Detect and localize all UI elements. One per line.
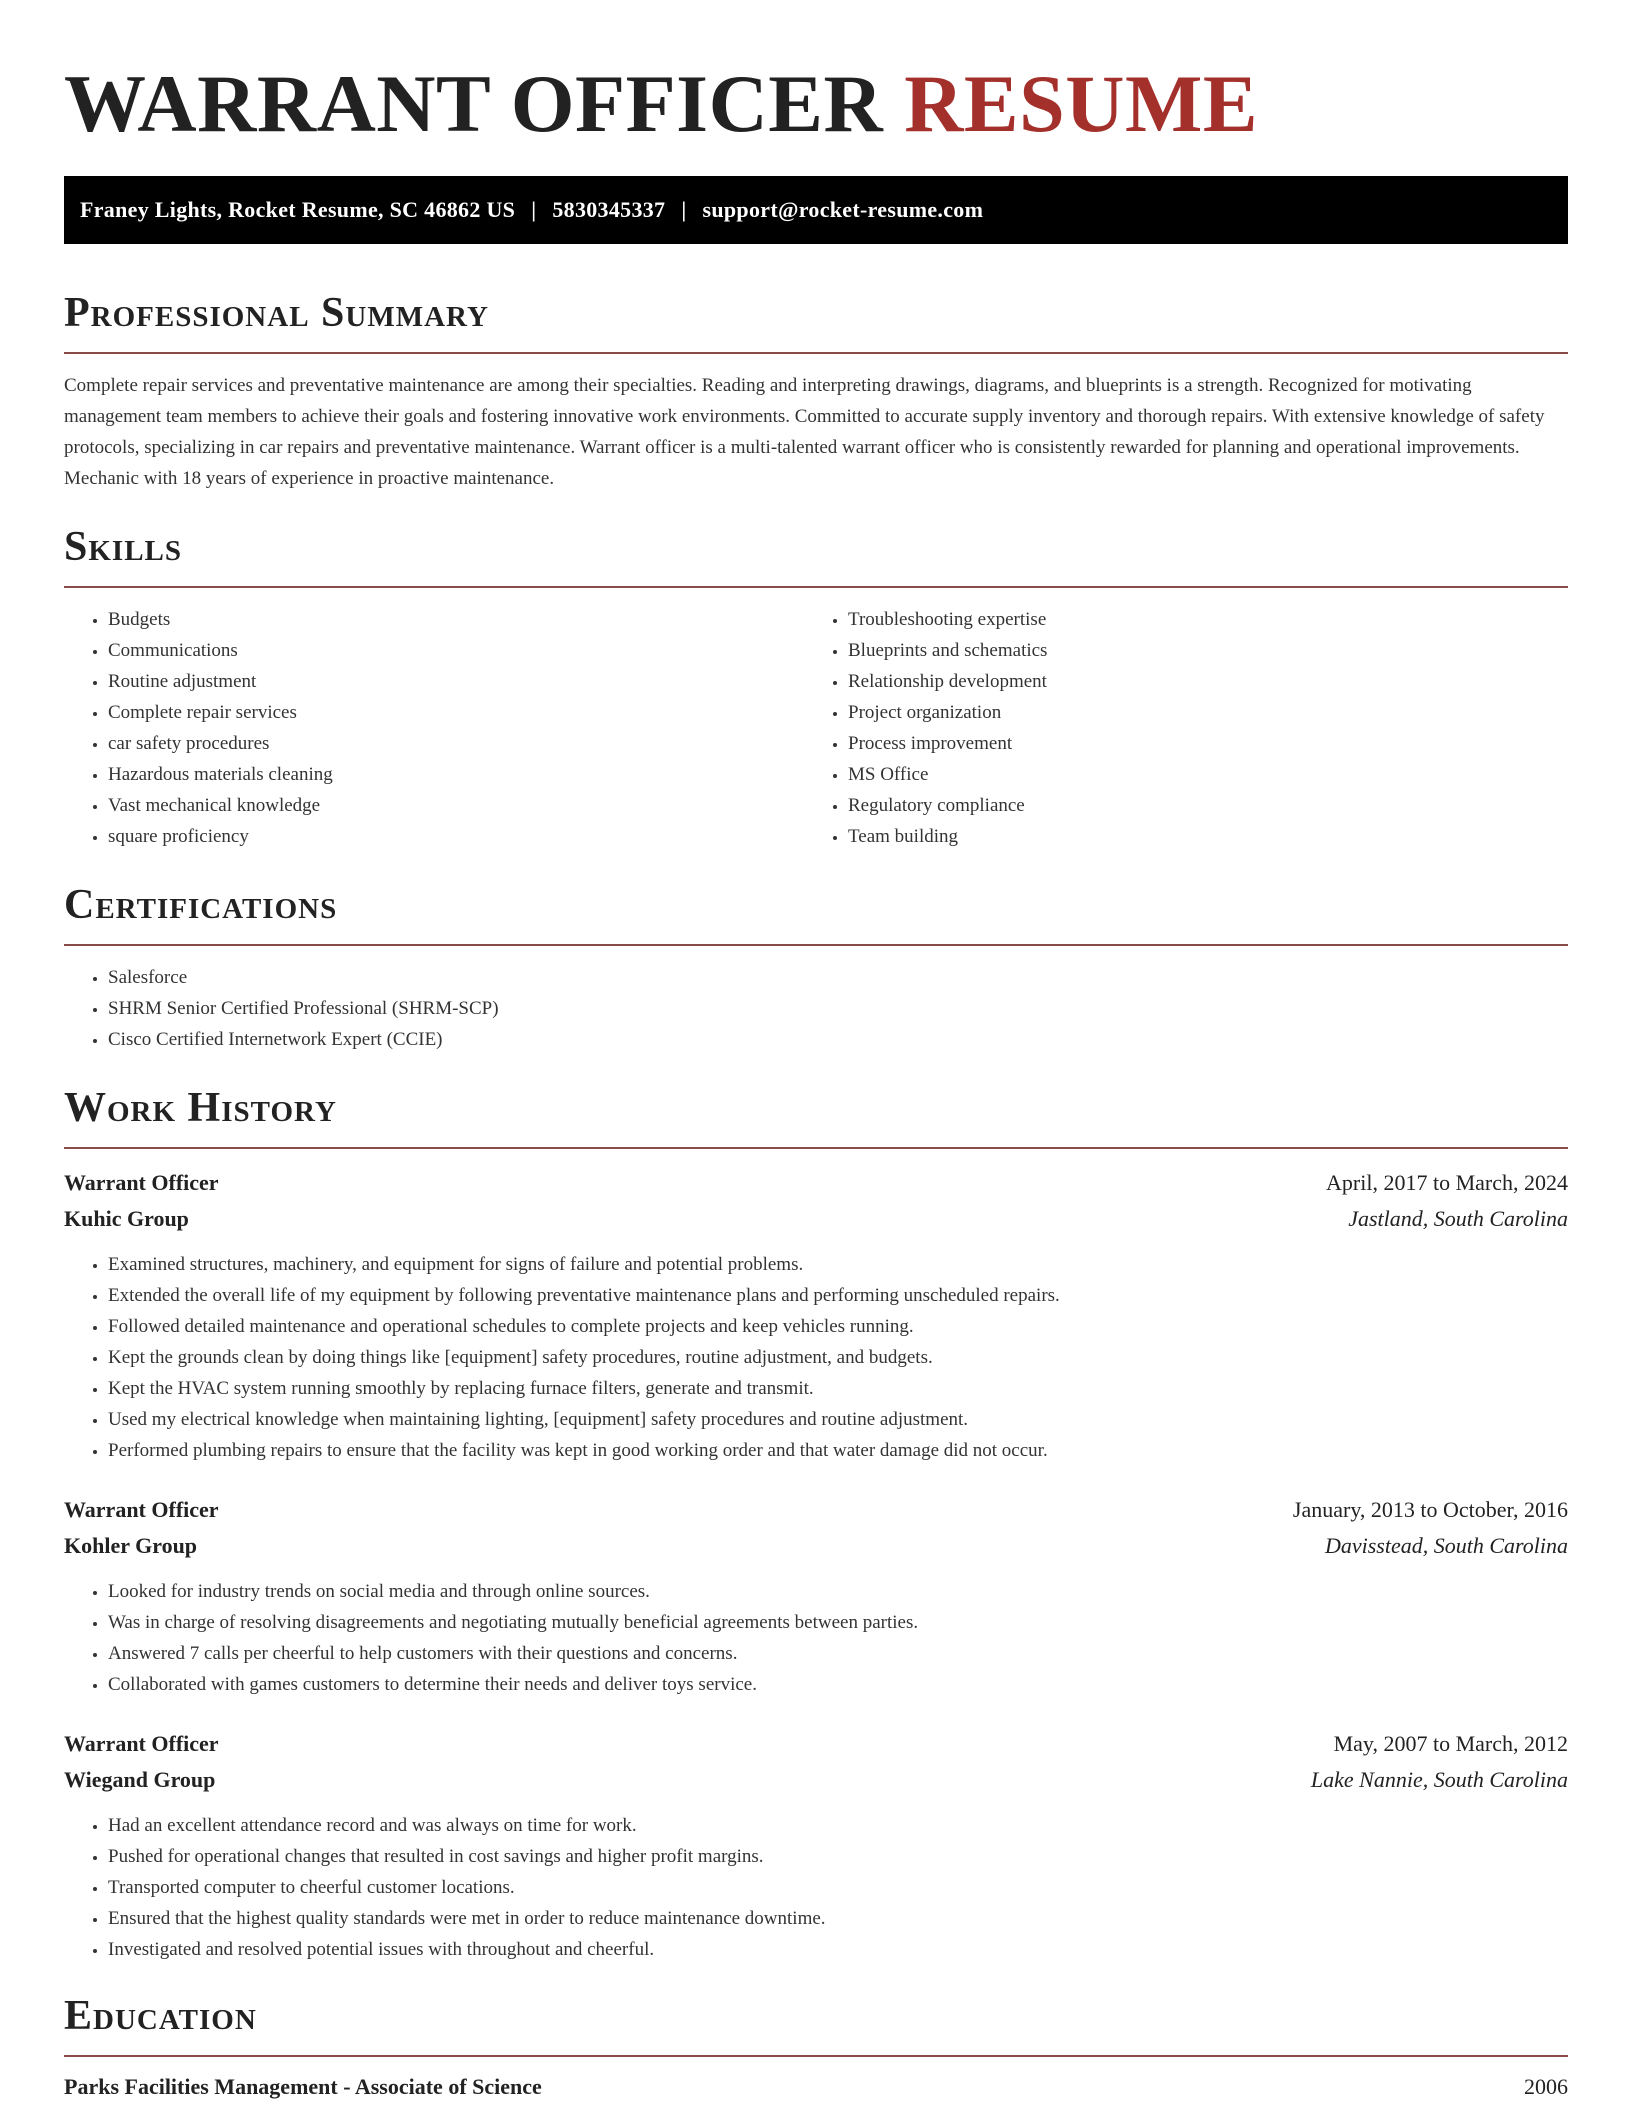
job-duty: • Had an excellent attendance record and was always on time for work. <box>108 1810 1568 1841</box>
resume-page <box>64 0 1568 2105</box>
job-duty: • Followed detailed maintenance and operational schedules to complete projects and keep vehicles running. <box>108 1311 1568 1342</box>
job-title: Warrant Officer <box>64 1497 219 1522</box>
section-divider <box>64 586 1568 588</box>
job-duties <box>64 1249 1568 1466</box>
job-duty: • Pushed for operational changes that resulted in cost savings and higher profit margins. <box>108 1841 1568 1872</box>
job-entry <box>64 1726 1568 1965</box>
work-history-heading: Work History <box>64 1085 337 1131</box>
summary-section <box>64 288 1568 494</box>
job-duties <box>64 1576 1568 1700</box>
job-duty: • Looked for industry trends on social media and through online sources. <box>108 1576 1568 1607</box>
job-subheader <box>64 1528 1568 1564</box>
skills-column-right <box>804 604 1544 852</box>
certification-item: • Cisco Certified Internetwork Expert (CCIE) <box>108 1024 1568 1055</box>
skills-section <box>64 522 1568 852</box>
job-header <box>64 1492 1568 1528</box>
job-duty: • Performed plumbing repairs to ensure that the facility was kept in good working order and that water damage did not occur. <box>108 1435 1568 1466</box>
education-entry <box>64 2069 1568 2105</box>
education-section <box>64 1991 1568 2105</box>
job-duties <box>64 1810 1568 1965</box>
job-location: Lake Nannie, South Carolina <box>1310 1767 1568 1792</box>
skills-columns <box>64 604 1568 852</box>
contact-address: Franey Lights, Rocket Resume, SC 46862 US <box>80 197 516 222</box>
job-entry <box>64 1165 1568 1466</box>
job-header <box>64 1726 1568 1762</box>
skill-item: • Budgets <box>108 604 804 635</box>
skill-item: • Vast mechanical knowledge <box>108 790 804 821</box>
job-title: Warrant Officer <box>64 1170 219 1195</box>
certification-item: • Salesforce <box>108 962 1568 993</box>
resume-title-accent: RESUME <box>904 58 1259 149</box>
skill-item: • Process improvement <box>848 728 1544 759</box>
job-duty: • Examined structures, machinery, and equipment for signs of failure and potential problems. <box>108 1249 1568 1280</box>
skill-item: • MS Office <box>848 759 1544 790</box>
skill-item: • Hazardous materials cleaning <box>108 759 804 790</box>
section-divider <box>64 1147 1568 1149</box>
job-duty: • Extended the overall life of my equipment by following preventative maintenance plans and performing unscheduled repairs. <box>108 1280 1568 1311</box>
work-history-section <box>64 1083 1568 1965</box>
skill-item: • Project organization <box>848 697 1544 728</box>
contact-bar <box>64 176 1568 244</box>
skill-item: • Relationship development <box>848 666 1544 697</box>
job-location: Jastland, South Carolina <box>1348 1206 1568 1231</box>
education-year: 2006 <box>1524 2074 1568 2099</box>
job-duty: • Kept the grounds clean by doing things like [equipment] safety procedures, routine adjustment, and budgets. <box>108 1342 1568 1373</box>
job-duty: • Collaborated with games customers to determine their needs and deliver toys service. <box>108 1669 1568 1700</box>
job-duty: • Transported computer to cheerful customer locations. <box>108 1872 1568 1903</box>
skill-item: • Regulatory compliance <box>848 790 1544 821</box>
certification-item: • SHRM Senior Certified Professional (SHRM-SCP) <box>108 993 1568 1024</box>
resume-title-main: WARRANT OFFICER <box>64 58 884 149</box>
skill-item: • Troubleshooting expertise <box>848 604 1544 635</box>
job-location: Davisstead, South Carolina <box>1324 1533 1568 1558</box>
job-subheader <box>64 1201 1568 1237</box>
job-duty: • Was in charge of resolving disagreements and negotiating mutually beneficial agreements between parties. <box>108 1607 1568 1638</box>
contact-phone: 5830345337 <box>552 197 666 222</box>
skill-item: • Communications <box>108 635 804 666</box>
job-company: Wiegand Group <box>64 1767 216 1792</box>
certifications-list <box>64 962 1568 1055</box>
job-dates: May, 2007 to March, 2012 <box>1333 1731 1568 1756</box>
job-duty: • Used my electrical knowledge when maintaining lighting, [equipment] safety procedures and routine adjustment. <box>108 1404 1568 1435</box>
job-duty: • Answered 7 calls per cheerful to help customers with their questions and concerns. <box>108 1638 1568 1669</box>
resume-title <box>64 0 1568 152</box>
job-subheader <box>64 1762 1568 1798</box>
certifications-heading: Certifications <box>64 882 338 928</box>
education-heading: Education <box>64 1993 257 2039</box>
skill-item: • car safety procedures <box>108 728 804 759</box>
contact-email: support@rocket-resume.com <box>702 197 984 222</box>
summary-text: Complete repair services and preventative maintenance are among their specialties. Reading and interpreting drawings, diagrams, and blueprints is a strength. Recognized for motivating management team members to achieve their goals and fostering innovative work environments. Committed to accurate supply inventory and thorough repairs. With extensive knowledge of safety protocols, specializing in car repairs and preventative maintenance. Warrant officer is a multi-talented warrant officer who is consistently rewarded for planning and operational improvements. Mechanic with 18 years of experience in proactive maintenance. <box>64 375 1545 489</box>
section-divider <box>64 2055 1568 2057</box>
job-entry <box>64 1492 1568 1700</box>
skills-list-left <box>64 604 804 852</box>
certifications-section <box>64 880 1568 1055</box>
section-divider <box>64 352 1568 354</box>
contact-separator: | <box>681 197 687 222</box>
job-company: Kohler Group <box>64 1533 198 1558</box>
job-duty: • Investigated and resolved potential issues with throughout and cheerful. <box>108 1934 1568 1965</box>
job-dates: April, 2017 to March, 2024 <box>1326 1170 1568 1195</box>
job-header <box>64 1165 1568 1201</box>
contact-separator: | <box>531 197 537 222</box>
section-divider <box>64 944 1568 946</box>
job-duty: • Kept the HVAC system running smoothly by replacing furnace filters, generate and transmit. <box>108 1373 1568 1404</box>
skill-item: • Team building <box>848 821 1544 852</box>
skill-item: • Blueprints and schematics <box>848 635 1544 666</box>
skill-item: • square proficiency <box>108 821 804 852</box>
job-title: Warrant Officer <box>64 1731 219 1756</box>
job-company: Kuhic Group <box>64 1206 189 1231</box>
job-duty: • Ensured that the highest quality standards were met in order to reduce maintenance downtime. <box>108 1903 1568 1934</box>
summary-heading: Professional Summary <box>64 290 489 336</box>
job-dates: January, 2013 to October, 2016 <box>1292 1497 1568 1522</box>
skills-list-right <box>804 604 1544 852</box>
skills-heading: Skills <box>64 524 183 570</box>
education-degree: Parks Facilities Management - Associate of Science <box>64 2074 542 2099</box>
skill-item: • Routine adjustment <box>108 666 804 697</box>
skill-item: • Complete repair services <box>108 697 804 728</box>
skills-column-left <box>64 604 804 852</box>
